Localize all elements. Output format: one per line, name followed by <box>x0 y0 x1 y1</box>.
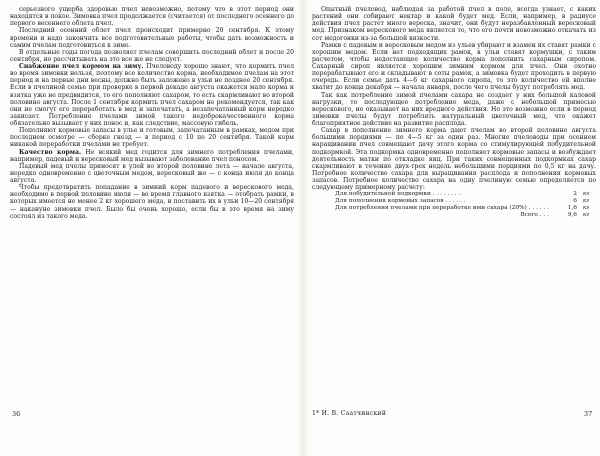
calc-label: Для побудительной подкормки . . . . . . . . <box>335 191 461 198</box>
left-page <box>10 6 294 220</box>
right-page <box>312 6 596 219</box>
right-page-number: 37 <box>584 410 593 418</box>
paragraph: серьезного ущерба здоровью пчел невозможно, потому что в этот период они находятся в покое. Зимовка пчел продолжается (считается) от последнего осеннего до первого весеннего облета пчел. <box>10 6 294 28</box>
paragraph: Пополняют кормовые запасы в улье и готовым, запечатанным в рамках, медом при последнем осмотре — сборке гнезд — в период с 10 по 20 сентября. Такой корм никакой переработки пчелами не требует. <box>10 127 294 149</box>
book-gutter <box>297 0 309 456</box>
paragraph: Опытный пчеловод, наблюдая за работой пчел в поле, всегда узнает, с каких растений они собирают нектар и какой будет мед. Если, например, в радиусе действия пчел растет много вереска, значит, они будут неразбавленный вересковый мед. Признаком верескового меда является то, что его почти невозможно откачать из сот медогонки из-за большой вязкости. <box>312 6 596 42</box>
paragraph <box>10 63 294 127</box>
paragraph: Чтобы предотвратить попадание в зимний корм падевого и верескового меда, необходимо в первой половине июля — во время главного взятка — отобрать рамки, в которых имеется не менее 2 кг хорошего меда, и поставить их в ульи 10—20 сентября — накануне зимовки пчел. Было бы очень хорошо, если бы в это время на зиму состоял из такого меда. <box>10 184 294 220</box>
calc-row <box>332 191 592 198</box>
paragraph <box>10 149 294 163</box>
left-page-number: 36 <box>12 410 21 418</box>
calc-value: 1,6 <box>567 205 577 212</box>
calc-value: 2 <box>573 191 577 198</box>
calc-label: Для пополнения кормовых запасов . . . . . . <box>335 198 466 205</box>
paragraph: Рамки с падевым и вересковым медом из ульев убирают и взамен их ставят рамки с хорошим медом. Если нет подходящих рамок, в ульи ставят кормушки, с таким расчетом, чтобы недостающее количество корма пополнить сахарным сиропом. Сахарный сироп является хорошим зимним кормом для пчел. Они охотно перерабатывают его и складывают в соты рамок, а зимовка будет проходить в первую очередь. Если семье дать 4—6 кг сахарного сиропа, то это количество ей вполне хватит до конца декабря — начала января, после чего пчелы будут потреблять мед. <box>312 41 596 92</box>
calc-row <box>332 212 592 219</box>
printer-signature: 1* И. В. Саатчинский <box>312 410 387 417</box>
calc-unit: кг <box>582 205 590 212</box>
sugar-calculation-table <box>332 191 592 219</box>
section-heading: Снабжение пчел кормом на зиму. <box>19 63 144 70</box>
calc-unit: кг <box>582 191 590 198</box>
paragraph-text: Не всякий мед годится для зимнего потребления пчелами, например, падевый и вересковый мед вызывают заболевание пчел поносом. <box>10 148 294 163</box>
paragraph-text: Пчеловоду хорошо знают, что кормить пчел во время зимовки нельзя, поэтому все количество корма, необходимое пчелам на этот период и на первые дни весны, должно быть заложено в ульи не позднее 20 сентября. Если в пчелиной семье при проверке в первой декаде августа окажется мало корма и взятка уже не предвидится, то его пополняют сахаром, то есть скармливают во второй половине августа. После 1 сентября кормить пчел сахаром не рекомендуется, так как они не смогут его переработать в мед и запечатать, а незапечатанный корм нередко закисает. Потребление пчелами зимой такого недоброкачественного корма обязательно вызывает у них понос и, как следствие, массовую гибель. <box>10 63 294 127</box>
section-heading: Качество корма. <box>19 148 82 156</box>
paragraph: Последний осенний облет пчел происходит примерно 20 сентября. К этому времени и надо закончить все подготовительные работы, чтобы дать возможность и самим пчелам подготовиться к зиме. <box>10 27 294 49</box>
calc-unit: кг <box>582 198 590 205</box>
paragraph: Так как потребление зимой пчелами сахара не создает у них большой каловой нагрузки, то последующее потребление меда, даже с небольшой примесью верескового, не оказывает на них вредного действия. Но это возможно если в период зимовки пчелы будут потреблять натуральный цветочный мед, что окажет благоприятное действие на развитие расплода. <box>312 91 596 127</box>
calc-value: 6 <box>573 198 577 205</box>
calc-label: Всего . . . <box>520 212 549 219</box>
calc-value: 9,6 <box>567 212 577 219</box>
paragraph: Падевый мед пчелы приносят в улей во второй половине лета — начале августа, нередко одновременно с цветочным медом, вересковый же — с конца июля до конца августа. <box>10 162 294 184</box>
calc-label: Для потребления пчелами при переработке ими сахара (20%) . . . . . . <box>335 205 549 212</box>
calc-row <box>332 205 592 212</box>
paragraph: В отдельные годы погода позволяет пчелам совершить последний облет и после 20 сентября, но рассчитывать на это все же не следует. <box>10 48 294 63</box>
paragraph: Сахар в пополнение зимнего корма дают пчелам во второй половине августа большими порциями — по 4—5 кг за один раз. Многие пчеловоды при осеннем наращивании пчел совмещают дачу этого корма со стимулирующей побудительной подкормкой. Эта подкормка одновременно пополняет кормовые запасы и возбуждает деятельность матки по откладке яиц. При таких совмещенных подкормках сахар скармливают в течение двух-трех недель небольшими порциями по 0,5 кг на дачу. Потребное количество сахара для выращивания расплода и пополнения кормовых запасов. Потребное количество сахара на одну пчелиную семью определяется по следующему примерному расчету: <box>312 127 596 192</box>
calc-unit: кг <box>582 212 590 219</box>
